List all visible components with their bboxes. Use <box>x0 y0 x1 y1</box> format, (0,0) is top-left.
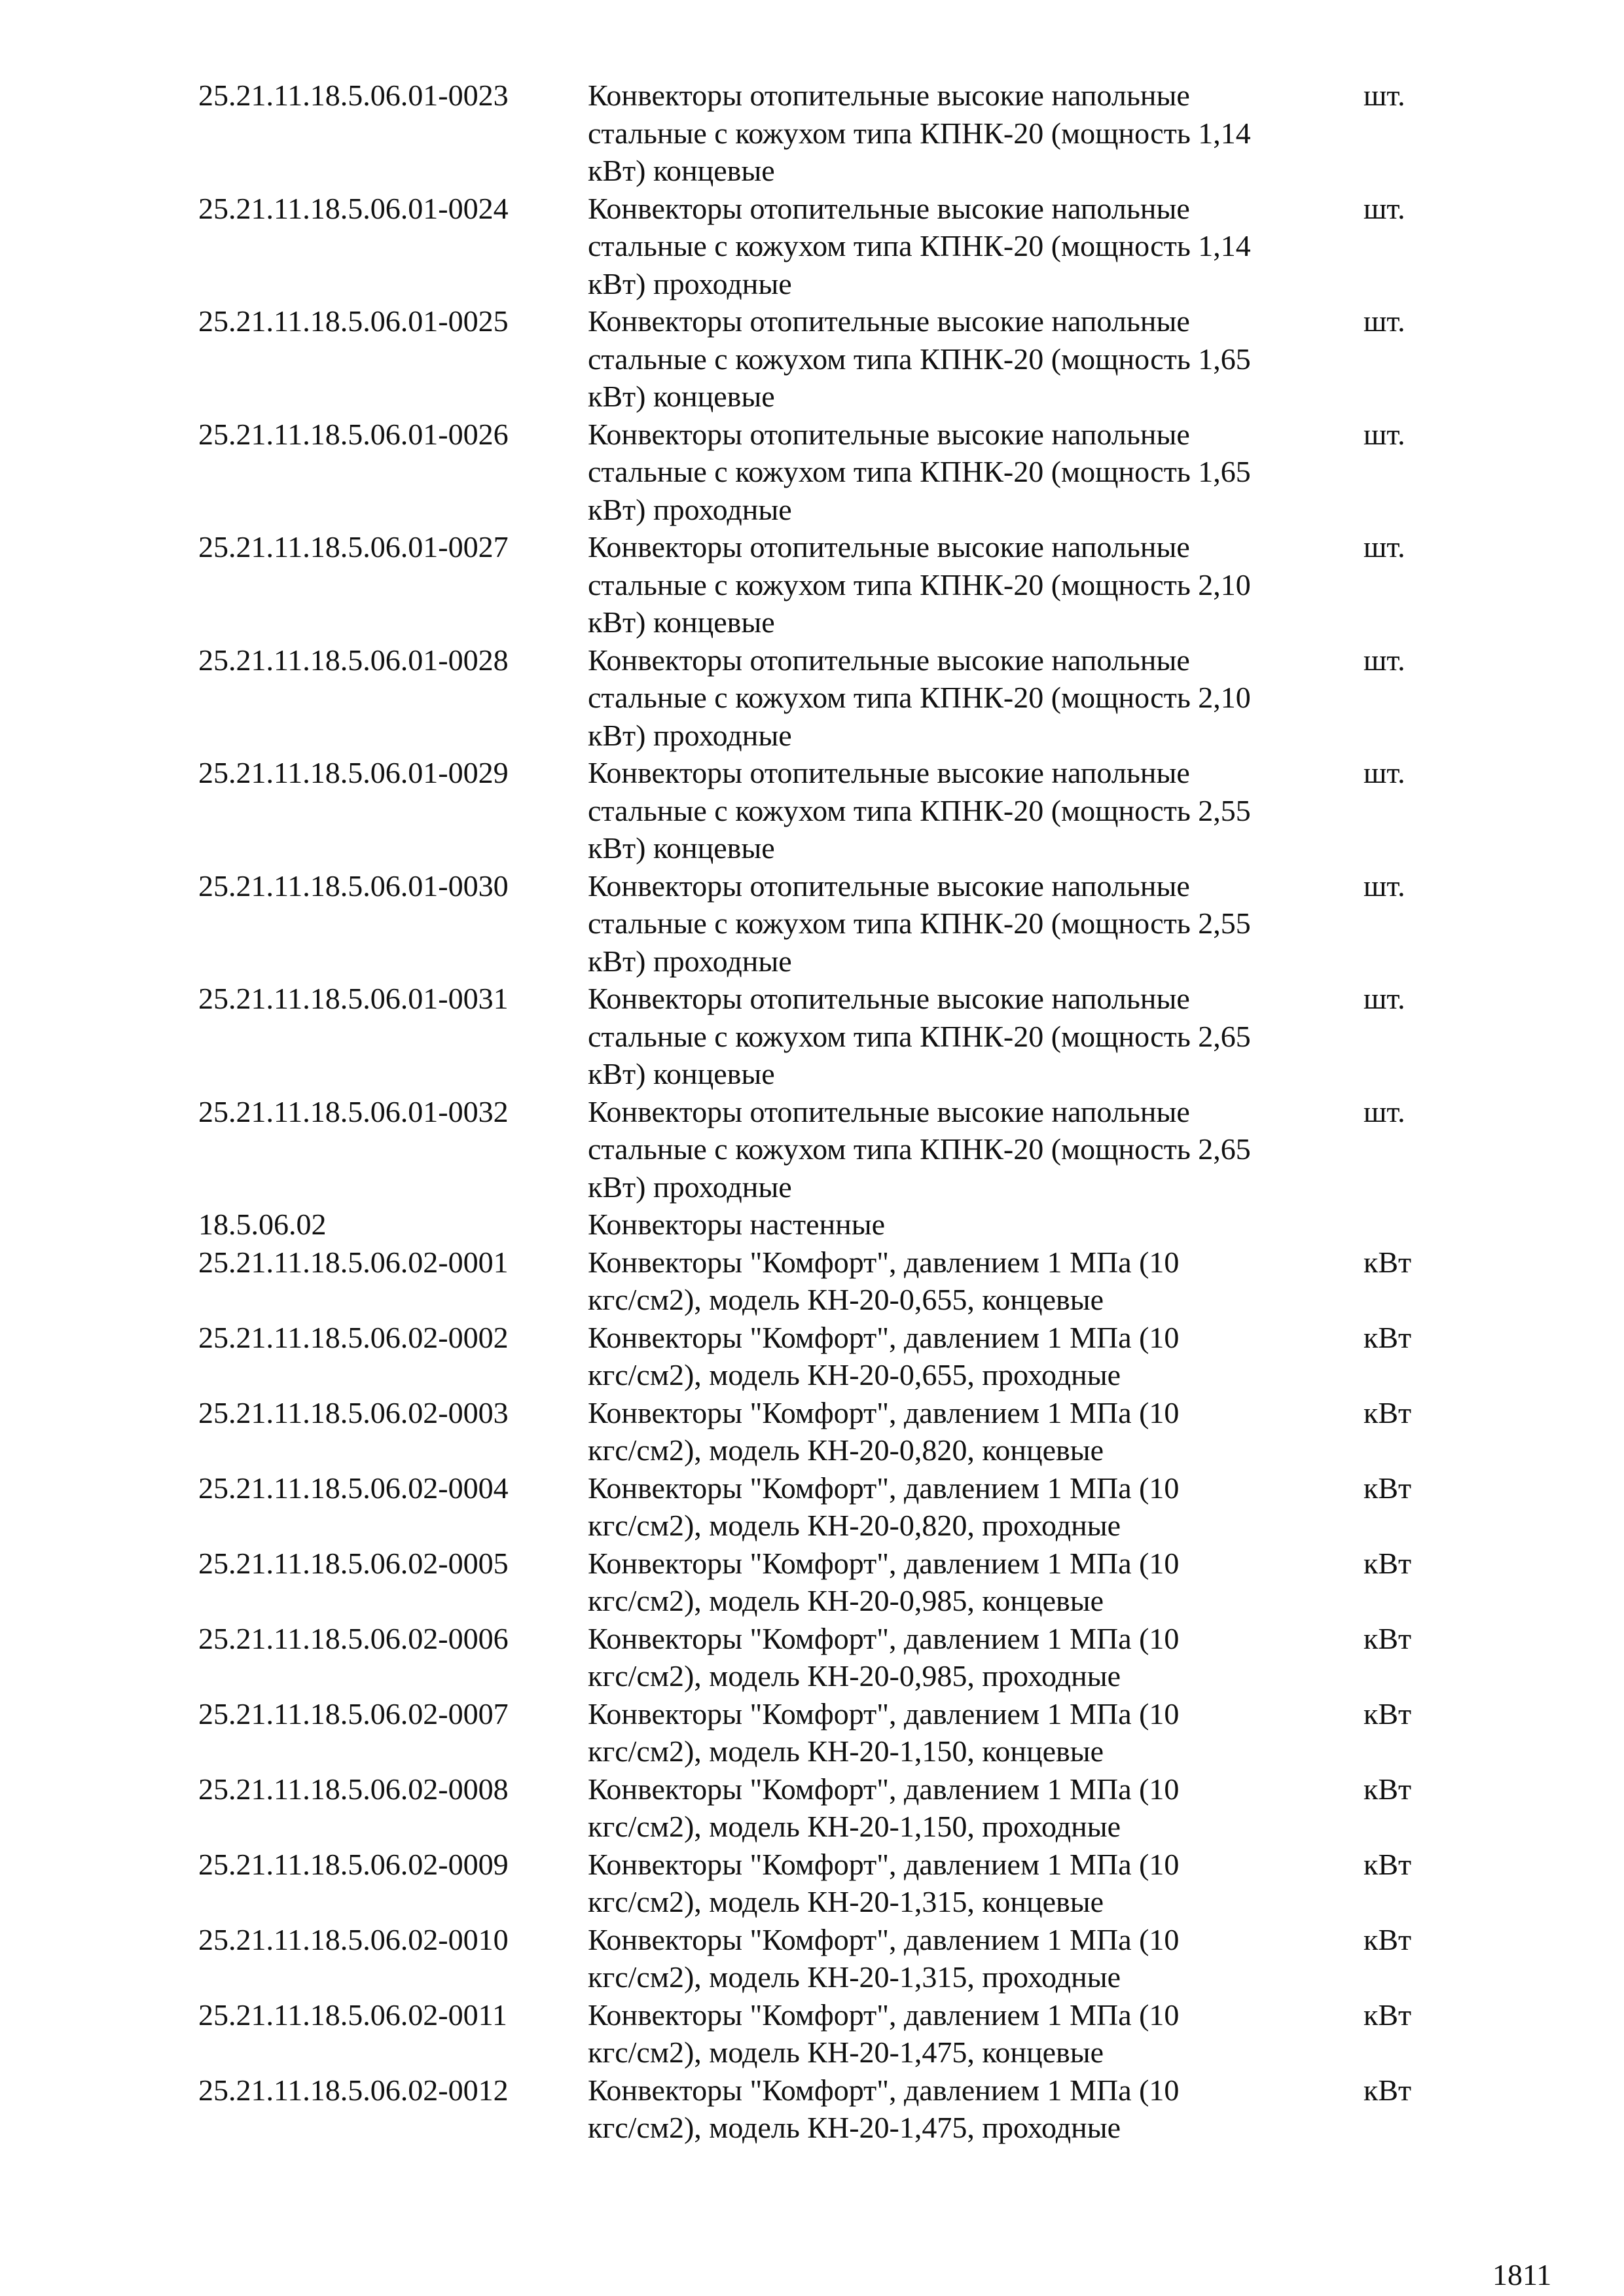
row-description: Конвекторы "Комфорт", давлением 1 МПа (10 кгс/см2), модель КН-20-0,985, концевые <box>588 1546 1180 1617</box>
row-unit: шт. <box>1363 643 1405 677</box>
table-row <box>198 641 1442 755</box>
row-description: Конвекторы отопительные высокие напольные стальные с кожухом типа КПНК-20 (мощность 2,55 кВт) проходные <box>588 869 1251 978</box>
row-description: Конвекторы отопительные высокие напольные стальные с кожухом типа КПНК-20 (мощность 1,65 кВт) концевые <box>588 304 1251 413</box>
table-row <box>198 1093 1442 1206</box>
row-code: 25.21.11.18.5.06.01-0025 <box>198 304 509 338</box>
row-code: 25.21.11.18.5.06.02-0004 <box>198 1471 509 1505</box>
row-unit: кВт <box>1363 1471 1412 1505</box>
row-unit: кВт <box>1363 1395 1412 1429</box>
table-row <box>198 1469 1442 1545</box>
table-row <box>198 1921 1442 1996</box>
table-row <box>198 1394 1442 1469</box>
row-unit: кВт <box>1363 1847 1412 1881</box>
row-unit: кВт <box>1363 1621 1412 1655</box>
row-unit: шт. <box>1363 756 1405 789</box>
row-code: 25.21.11.18.5.06.02-0009 <box>198 1847 509 1881</box>
table-row <box>198 302 1442 416</box>
row-description: Конвекторы "Комфорт", давлением 1 МПа (10 кгс/см2), модель КН-20-0,820, концевые <box>588 1395 1180 1467</box>
row-description: Конвекторы отопительные высокие напольные стальные с кожухом типа КПНК-20 (мощность 1,65 кВт) проходные <box>588 417 1251 526</box>
table-row <box>198 528 1442 641</box>
table-row <box>198 980 1442 1093</box>
price-list-table <box>198 77 1442 2147</box>
row-code: 25.21.11.18.5.06.02-0007 <box>198 1696 509 1731</box>
row-code: 25.21.11.18.5.06.02-0010 <box>198 1922 509 1956</box>
row-code: 25.21.11.18.5.06.02-0008 <box>198 1772 509 1806</box>
row-unit: кВт <box>1363 1546 1412 1580</box>
row-description: Конвекторы "Комфорт", давлением 1 МПа (10 кгс/см2), модель КН-20-1,475, концевые <box>588 1998 1180 2069</box>
row-description: Конвекторы "Комфорт", давлением 1 МПа (10 кгс/см2), модель КН-20-1,315, проходные <box>588 1922 1180 1994</box>
row-code: 25.21.11.18.5.06.01-0026 <box>198 417 509 451</box>
row-unit: шт. <box>1363 417 1405 451</box>
row-code: 25.21.11.18.5.06.01-0030 <box>198 869 509 903</box>
row-code: 25.21.11.18.5.06.01-0031 <box>198 982 509 1015</box>
row-code: 25.21.11.18.5.06.01-0029 <box>198 756 509 789</box>
table-row <box>198 1620 1442 1695</box>
row-unit: кВт <box>1363 1245 1412 1279</box>
row-unit: шт. <box>1363 304 1405 338</box>
row-description: Конвекторы "Комфорт", давлением 1 МПа (10 кгс/см2), модель КН-20-1,475, проходные <box>588 2073 1180 2144</box>
row-description: Конвекторы отопительные высокие напольные стальные с кожухом типа КПНК-20 (мощность 2,10 кВт) концевые <box>588 530 1251 639</box>
table-row <box>198 1319 1442 1394</box>
row-description: Конвекторы настенные <box>588 1208 886 1241</box>
table-row <box>198 1770 1442 1846</box>
row-code: 25.21.11.18.5.06.02-0005 <box>198 1546 509 1580</box>
table-row <box>198 2072 1442 2147</box>
row-description: Конвекторы отопительные высокие напольные стальные с кожухом типа КПНК-20 (мощность 2,65 кВт) проходные <box>588 1094 1251 1204</box>
table-row <box>198 867 1442 980</box>
table-row <box>198 1695 1442 1770</box>
row-code: 25.21.11.18.5.06.02-0006 <box>198 1621 509 1655</box>
row-code: 25.21.11.18.5.06.02-0011 <box>198 1998 507 2032</box>
row-unit: кВт <box>1363 1998 1412 2032</box>
table-row <box>198 754 1442 867</box>
table-row <box>198 190 1442 303</box>
row-unit: шт. <box>1363 191 1405 225</box>
row-description: Конвекторы отопительные высокие напольные стальные с кожухом типа КПНК-20 (мощность 2,65 кВт) концевые <box>588 982 1251 1090</box>
row-code: 25.21.11.18.5.06.02-0001 <box>198 1245 509 1279</box>
row-description: Конвекторы "Комфорт", давлением 1 МПа (10 кгс/см2), модель КН-20-0,655, проходные <box>588 1320 1180 1391</box>
row-description: Конвекторы отопительные высокие напольные стальные с кожухом типа КПНК-20 (мощность 2,55 кВт) концевые <box>588 756 1251 865</box>
table-row <box>198 1206 1442 1244</box>
row-code: 25.21.11.18.5.06.01-0027 <box>198 530 509 564</box>
row-code: 25.21.11.18.5.06.01-0032 <box>198 1094 509 1128</box>
row-code: 25.21.11.18.5.06.02-0012 <box>198 2073 509 2107</box>
row-unit: кВт <box>1363 1922 1412 1956</box>
row-description: Конвекторы "Комфорт", давлением 1 МПа (10 кгс/см2), модель КН-20-1,150, проходные <box>588 1772 1180 1843</box>
table-row <box>198 1996 1442 2072</box>
row-code: 25.21.11.18.5.06.01-0024 <box>198 191 509 225</box>
row-unit: шт. <box>1363 869 1405 903</box>
table-row <box>198 1846 1442 1921</box>
row-code: 25.21.11.18.5.06.02-0002 <box>198 1320 509 1354</box>
row-unit: кВт <box>1363 1320 1412 1354</box>
row-description: Конвекторы "Комфорт", давлением 1 МПа (10 кгс/см2), модель КН-20-1,315, концевые <box>588 1847 1180 1918</box>
page-number: 1811 <box>1492 2258 1552 2291</box>
row-code: 25.21.11.18.5.06.01-0023 <box>198 79 509 112</box>
table-row <box>198 416 1442 529</box>
row-unit: шт. <box>1363 982 1405 1015</box>
table-row <box>198 1545 1442 1620</box>
row-description: Конвекторы отопительные высокие напольные стальные с кожухом типа КПНК-20 (мощность 1,14 кВт) проходные <box>588 191 1251 300</box>
table-row <box>198 77 1442 190</box>
row-unit: шт. <box>1363 530 1405 564</box>
row-code: 25.21.11.18.5.06.02-0003 <box>198 1395 509 1429</box>
row-unit: кВт <box>1363 1696 1412 1731</box>
row-description: Конвекторы "Комфорт", давлением 1 МПа (10 кгс/см2), модель КН-20-0,820, проходные <box>588 1471 1180 1542</box>
row-description: Конвекторы "Комфорт", давлением 1 МПа (10 кгс/см2), модель КН-20-1,150, концевые <box>588 1696 1180 1768</box>
row-unit: кВт <box>1363 2073 1412 2107</box>
table-row <box>198 1244 1442 1319</box>
row-description: Конвекторы отопительные высокие напольные стальные с кожухом типа КПНК-20 (мощность 1,14 кВт) концевые <box>588 79 1251 187</box>
row-unit: кВт <box>1363 1772 1412 1806</box>
row-unit: шт. <box>1363 1094 1405 1128</box>
row-description: Конвекторы "Комфорт", давлением 1 МПа (10 кгс/см2), модель КН-20-0,655, концевые <box>588 1245 1180 1316</box>
row-unit: шт. <box>1363 79 1405 112</box>
row-description: Конвекторы "Комфорт", давлением 1 МПа (10 кгс/см2), модель КН-20-0,985, проходные <box>588 1621 1180 1693</box>
row-description: Конвекторы отопительные высокие напольные стальные с кожухом типа КПНК-20 (мощность 2,10 кВт) проходные <box>588 643 1251 752</box>
row-code: 25.21.11.18.5.06.01-0028 <box>198 643 509 677</box>
row-code: 18.5.06.02 <box>198 1208 327 1241</box>
